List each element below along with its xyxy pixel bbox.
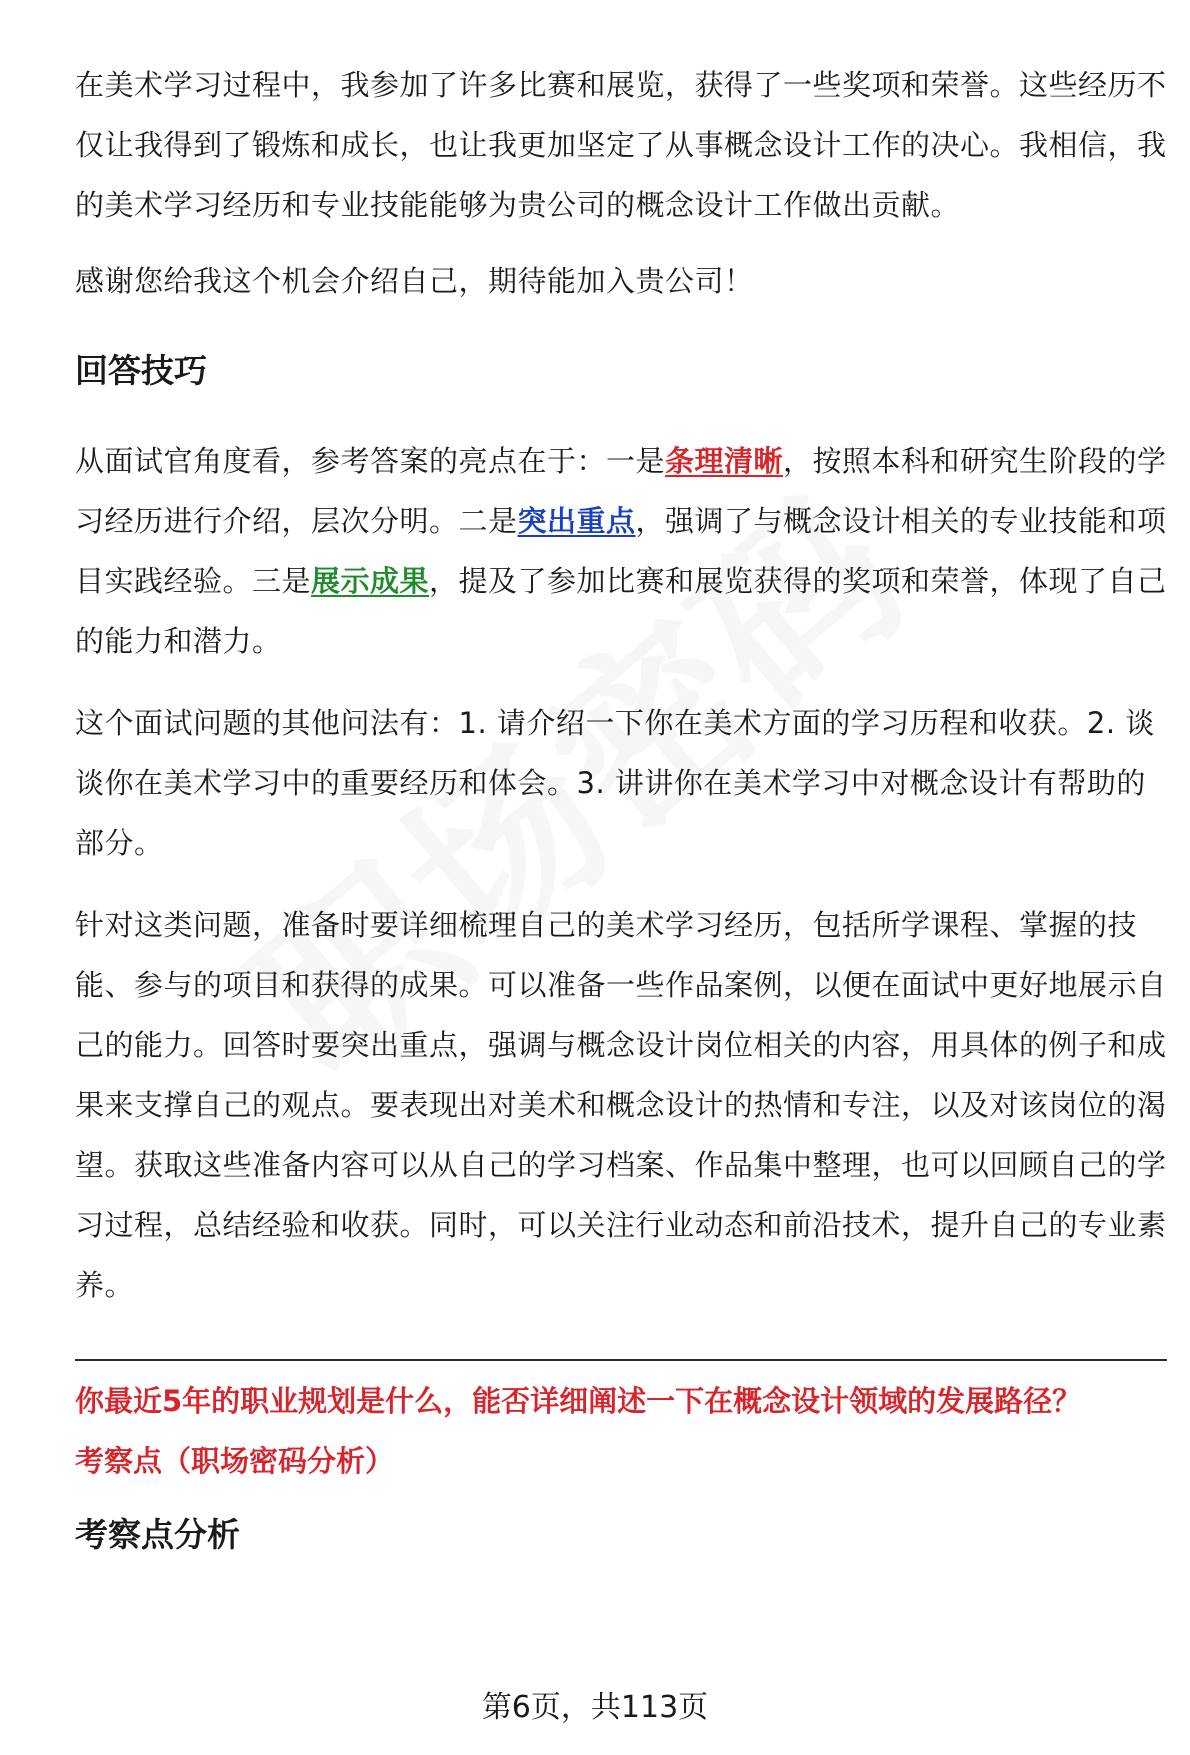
highlight-clear-structure: 条理清晰	[665, 444, 784, 478]
tips-text: ，强调了与概念设计相关的专业技能和项目实践经验。三是	[75, 504, 1167, 598]
next-question-title: 你最近5年的职业规划是什么，能否详细阐述一下在概念设计领域的发展路径？	[75, 1384, 1082, 1418]
section-heading-answer-tips: 回答技巧	[75, 351, 207, 390]
paragraph-alt-questions: 这个面试问题的其他问法有：1. 请介绍一下你在美术方面的学习历程和收获。2. 谈谈你在美术学习中的重要经历和体会。3. 讲讲你在美术学习中对概念设计有帮助的部分。	[75, 706, 1155, 860]
next-question-subtitle: 考察点（职场密码分析）	[75, 1444, 395, 1478]
section-heading-analysis: 考察点分析	[75, 1515, 240, 1554]
page-content	[75, 55, 1167, 1565]
tips-text: ，提及了参加比赛和展览获得的奖项和荣誉，体现了自己的能力和潜力。	[75, 564, 1167, 658]
paragraph-thanks: 感谢您给我这个机会介绍自己，期待能加入贵公司！	[75, 264, 754, 298]
page-number: 第6页，共113页	[481, 1690, 709, 1725]
tips-text: ，按照本科和研究生阶段的学习经历进行介绍，层次分明。二是	[75, 444, 1167, 538]
tips-text: 从面试官角度看，参考答案的亮点在于：一是	[75, 444, 666, 478]
highlight-show-results: 展示成果	[311, 564, 430, 598]
paragraph-preparation: 针对这类问题，准备时要详细梳理自己的美术学习经历，包括所学课程、掌握的技能、参与的项目和获得的成果。可以准备一些作品案例，以便在面试中更好地展示自己的能力。回答时要突出重点，强调与概念设计岗位相关的内容，用具体的例子和成果来支撑自己的观点。要表现出对美术和概念设计的热情和专注，以及对该岗位的渴望。获取这些准备内容可以从自己的学习档案、作品集中整理，也可以回顾自己的学习过程，总结经验和收获。同时，可以关注行业动态和前沿技术，提升自己的专业素养。	[75, 908, 1167, 1302]
paragraph-tips	[75, 431, 1167, 671]
paragraph-awards: 在美术学习过程中，我参加了许多比赛和展览，获得了一些奖项和荣誉。这些经历不仅让我得到了锻炼和成长，也让我更加坚定了从事概念设计工作的决心。我相信，我的美术学习经历和专业技能能够为贵公司的概念设计工作做出贡献。	[75, 68, 1167, 222]
section-divider	[75, 1359, 1167, 1361]
highlight-key-points: 突出重点	[517, 504, 636, 538]
